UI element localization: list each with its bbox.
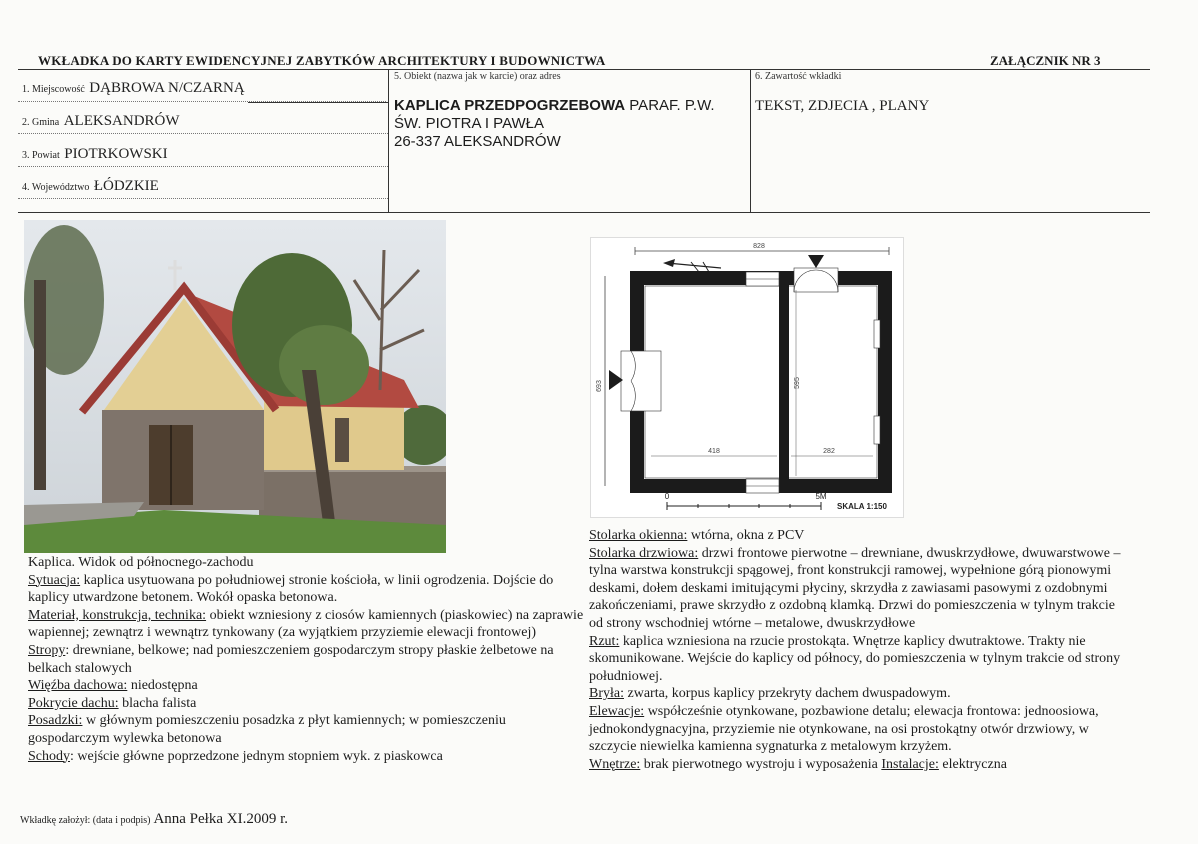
section-heading: Stolarka okienna: bbox=[589, 528, 688, 543]
contents-label: 6. Zawartość wkładki bbox=[755, 71, 842, 82]
object-address: 26-337 ALEKSANDRÓW bbox=[394, 133, 561, 150]
chapel-photo-illustration bbox=[24, 220, 446, 553]
section-heading: Materiał, konstrukcja, technika: bbox=[28, 607, 207, 623]
section-body: obiekt wzniesiony z ciosów kamiennych (piaskowiec) na zaprawie wapiennej; zewnątrz i wewnątrz tynkowany (za wyjątkiem przyziemie elewacji frontowej) bbox=[28, 607, 584, 641]
section-interior bbox=[589, 756, 1131, 774]
section-heading: Stropy bbox=[28, 642, 66, 658]
floor-plan-drawing bbox=[591, 238, 903, 517]
chapel-photo bbox=[24, 220, 446, 553]
north-arrow-icon bbox=[663, 259, 721, 272]
floor-plan bbox=[590, 237, 904, 518]
section-heading: Pokrycie dachu: bbox=[28, 695, 119, 711]
field-label: 2. Gmina bbox=[22, 117, 60, 128]
field-commune bbox=[22, 113, 180, 130]
document-title: WKŁADKA DO KARTY EWIDENCYJNEJ ZABYTKÓW ARCHITEKTURY I BUDOWNICTWA bbox=[38, 53, 606, 68]
dim-left: 693 bbox=[596, 380, 603, 392]
section-heading: Schody bbox=[28, 748, 70, 764]
section-stairs bbox=[28, 748, 584, 766]
table-bottom-rule bbox=[18, 212, 1150, 213]
section-heading: Rzut: bbox=[589, 633, 620, 649]
table-divider bbox=[750, 69, 751, 213]
scale-zero: 0 bbox=[664, 492, 670, 501]
dotted-rule bbox=[18, 166, 388, 167]
section-doors bbox=[589, 545, 1131, 633]
section-truss bbox=[28, 677, 584, 695]
section-plan bbox=[589, 633, 1131, 686]
section-body: współcześnie otynkowane, pozbawione detalu; elewacja frontowa: jednoosiowa, jednokondygnacyjna, przyziemie nie otynkowane, na osi prostokątny otwór drzwiowy, w szczycie niewielka kamienna sygnaturka z metalowym krzyżem. bbox=[589, 703, 1099, 755]
field-label: 4. Województwo bbox=[22, 182, 90, 193]
object-label: 5. Obiekt (nazwa jak w karcie) oraz adres bbox=[394, 71, 561, 82]
section-elevations bbox=[589, 703, 1131, 756]
section-body: blacha falista bbox=[118, 695, 197, 711]
section-body: elektryczna bbox=[938, 756, 1007, 772]
section-heading: Wnętrze: bbox=[589, 756, 641, 772]
field-voivodeship bbox=[22, 178, 159, 195]
scale-label: SKALA 1:150 bbox=[837, 502, 887, 511]
section-body: niedostępna bbox=[127, 678, 198, 694]
section-heading: Instalacje: bbox=[881, 756, 939, 772]
table-divider bbox=[388, 69, 389, 213]
section-heading: Posadzki: bbox=[28, 713, 83, 729]
description-left bbox=[28, 554, 584, 765]
attachment-number: ZAŁĄCZNIK NR 3 bbox=[990, 53, 1101, 68]
footer-value: Anna Pełka XI.2009 r. bbox=[150, 811, 288, 827]
dotted-rule bbox=[18, 133, 388, 134]
section-heading: Sytuacja: bbox=[28, 572, 81, 588]
header-rule bbox=[18, 69, 1150, 70]
contents-value: TEKST, ZDJECIA , PLANY bbox=[755, 98, 930, 114]
dim-inner: 595 bbox=[794, 377, 801, 389]
dim-room1: 418 bbox=[708, 448, 720, 455]
field-locality bbox=[22, 80, 245, 97]
section-body: kaplica wzniesiona na rzucie prostokąta. Wnętrze kaplicy dwutraktowe. Trakty nie skomunikowane. Wejście do kaplicy od północy, do pomieszczenia w tylnym trakcie od strony południowej. bbox=[589, 633, 1121, 684]
section-floors bbox=[28, 712, 584, 747]
section-heading: Więźba dachowa: bbox=[28, 678, 128, 694]
field-value: ŁÓDZKIE bbox=[93, 178, 159, 194]
section-body: kaplica usytuowana po południowej stronie kościoła, w linii ogrodzenia. Dojście do kaplicy utwardzone betonem. Wokół opaska betonowa. bbox=[28, 572, 554, 606]
object-line-2: ŚW. PIOTRA I PAWŁA bbox=[394, 115, 545, 132]
section-body: wtórna, okna z PCV bbox=[687, 528, 805, 543]
description-right bbox=[589, 527, 1131, 773]
section-body: zwarta, korpus kaplicy przekryty dachem dwuspadowym. bbox=[624, 686, 951, 702]
dotted-rule bbox=[18, 198, 388, 199]
dim-room2: 282 bbox=[823, 448, 835, 455]
section-heading: Stolarka drzwiowa: bbox=[589, 545, 699, 561]
entrance-marker-icon bbox=[808, 255, 824, 268]
field-county bbox=[22, 146, 168, 163]
footer-signature bbox=[20, 810, 288, 828]
section-body: brak pierwotnego wystroju i wyposażenia bbox=[640, 756, 882, 772]
field-label: 3. Powiat bbox=[22, 150, 60, 161]
field-rule bbox=[248, 102, 388, 103]
dim-top: 828 bbox=[753, 243, 765, 250]
object-name bbox=[394, 97, 746, 151]
footer-label: Wkładkę założył: (data i podpis) bbox=[20, 815, 151, 826]
field-label: 1. Miejscowość bbox=[22, 84, 85, 95]
section-heading: Elewacje: bbox=[589, 703, 645, 719]
scale-5m: 5M bbox=[815, 492, 827, 501]
object-name-rest: PARAF. P.W. bbox=[625, 97, 715, 114]
section-body: w głównym pomieszczeniu posadzka z płyt kamiennych; w pomieszczeniu gospodarczym wylewka betonowa bbox=[28, 713, 506, 746]
section-roofing bbox=[28, 695, 584, 713]
section-situation bbox=[28, 572, 584, 607]
section-windows bbox=[589, 527, 1131, 545]
field-value: DĄBROWA N/CZARNĄ bbox=[89, 80, 245, 96]
field-value: PIOTRKOWSKI bbox=[64, 146, 168, 162]
photo-caption: Kaplica. Widok od północnego-zachodu bbox=[28, 555, 254, 570]
section-body: : drewniane, belkowe; nad pomieszczeniem gospodarczym stropy płaskie żelbetowe na belkach stalowych bbox=[28, 642, 554, 676]
section-heading: Bryła: bbox=[589, 686, 624, 702]
section-body: drzwi frontowe pierwotne – drewniane, dwuskrzydłowe, dwuwarstwowe – tylna warstwa konstrukcji spągowej, front konstrukcji ramowej, wypełnione górą pionowymi deskami, dołem deskami imitującymi płyciny, skrzydła z zawiasami pasowymi z ozdobnymi zakończeniami, prawe skrzydło z ozdobną klamką. Drzwi do pomieszczenia w tylnym trakcie od strony wschodniej wtórne – metalowe, dwuskrzydłowe bbox=[589, 545, 1121, 631]
section-body: : wejście główne poprzedzone jednym stopniem wyk. z piaskowca bbox=[70, 748, 443, 764]
section-material bbox=[28, 607, 584, 642]
field-value: ALEKSANDRÓW bbox=[63, 113, 180, 129]
section-ceilings bbox=[28, 642, 584, 677]
section-mass bbox=[589, 685, 1131, 703]
object-name-bold: KAPLICA PRZEDPOGRZEBOWA bbox=[394, 97, 626, 114]
